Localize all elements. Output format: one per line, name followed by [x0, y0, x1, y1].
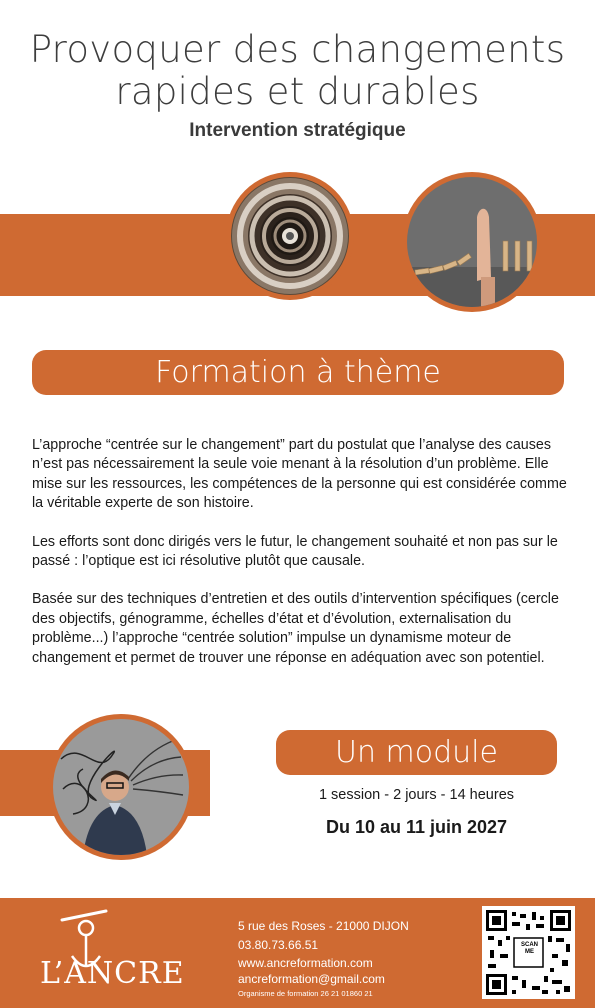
- dominoes-photo: [402, 172, 542, 312]
- module-dates: Du 10 au 11 juin 2027: [325, 817, 508, 837]
- module-details: 1 session - 2 jours - 14 heures: [318, 787, 515, 803]
- page-subtitle: Intervention stratégique: [189, 120, 406, 141]
- page-title-line-1: Provoquer des changements: [29, 28, 566, 71]
- hand-stopping-dominoes-image: [407, 177, 537, 307]
- contact-block: [238, 918, 458, 1000]
- address-text: 5 rue des Roses - 21000 DIJON: [238, 919, 409, 933]
- logo-text-left: L’: [40, 956, 65, 991]
- module-label: Un module: [335, 735, 498, 770]
- page-title-line-2: rapides et durables: [115, 70, 480, 113]
- phone-text[interactable]: 03.80.73.66.51: [238, 938, 319, 952]
- thinker-photo: [48, 714, 194, 860]
- registration-text: Organisme de formation 26 21 01860 21: [238, 989, 373, 998]
- footer: [0, 898, 595, 1008]
- ancre-logo: [40, 908, 210, 1000]
- paragraph-2: Les efforts sont donc dirigés vers le futur, le changement souhaité et non pas sur le passé : l’optique est ici résolutive plutôt que causale.: [32, 533, 558, 570]
- man-thinking-image: [53, 719, 189, 855]
- paragraph-3: Basée sur des techniques d’entretien et des outils d’intervention spécifiques (cercle des objectifs, génogramme, échelles d’état et d’évolution, externalisation du problème...) l’approche “centrée solution” impulse un dynamisme moteur de changement et permet de trouver une réponse en adéquation avec son potentiel.: [32, 591, 559, 666]
- section-banner-formation: [32, 350, 564, 395]
- spiral-staircase-image: [231, 177, 349, 295]
- paragraph-1: L’approche “centrée sur le changement” part du postulat que l’analyse des causes n’est pas nécessairement la seule voie menant à la résolution d’un problème. Elle mise sur les ressources, les compétences de la personne qui est considérée comme la véritable experte de son histoire.: [32, 437, 567, 512]
- body-text: [32, 436, 567, 687]
- logo-text-right: ANCRE: [64, 956, 185, 991]
- website-link[interactable]: www.ancreformation.com: [238, 956, 373, 970]
- spiral-staircase-photo: [226, 172, 354, 300]
- email-link[interactable]: ancreformation@gmail.com: [238, 972, 385, 986]
- qr-scan-me-label: SCAN ME: [520, 942, 538, 955]
- section-banner-label: Formation à thème: [155, 355, 441, 390]
- qr-code[interactable]: [482, 906, 575, 999]
- module-banner: [276, 730, 557, 775]
